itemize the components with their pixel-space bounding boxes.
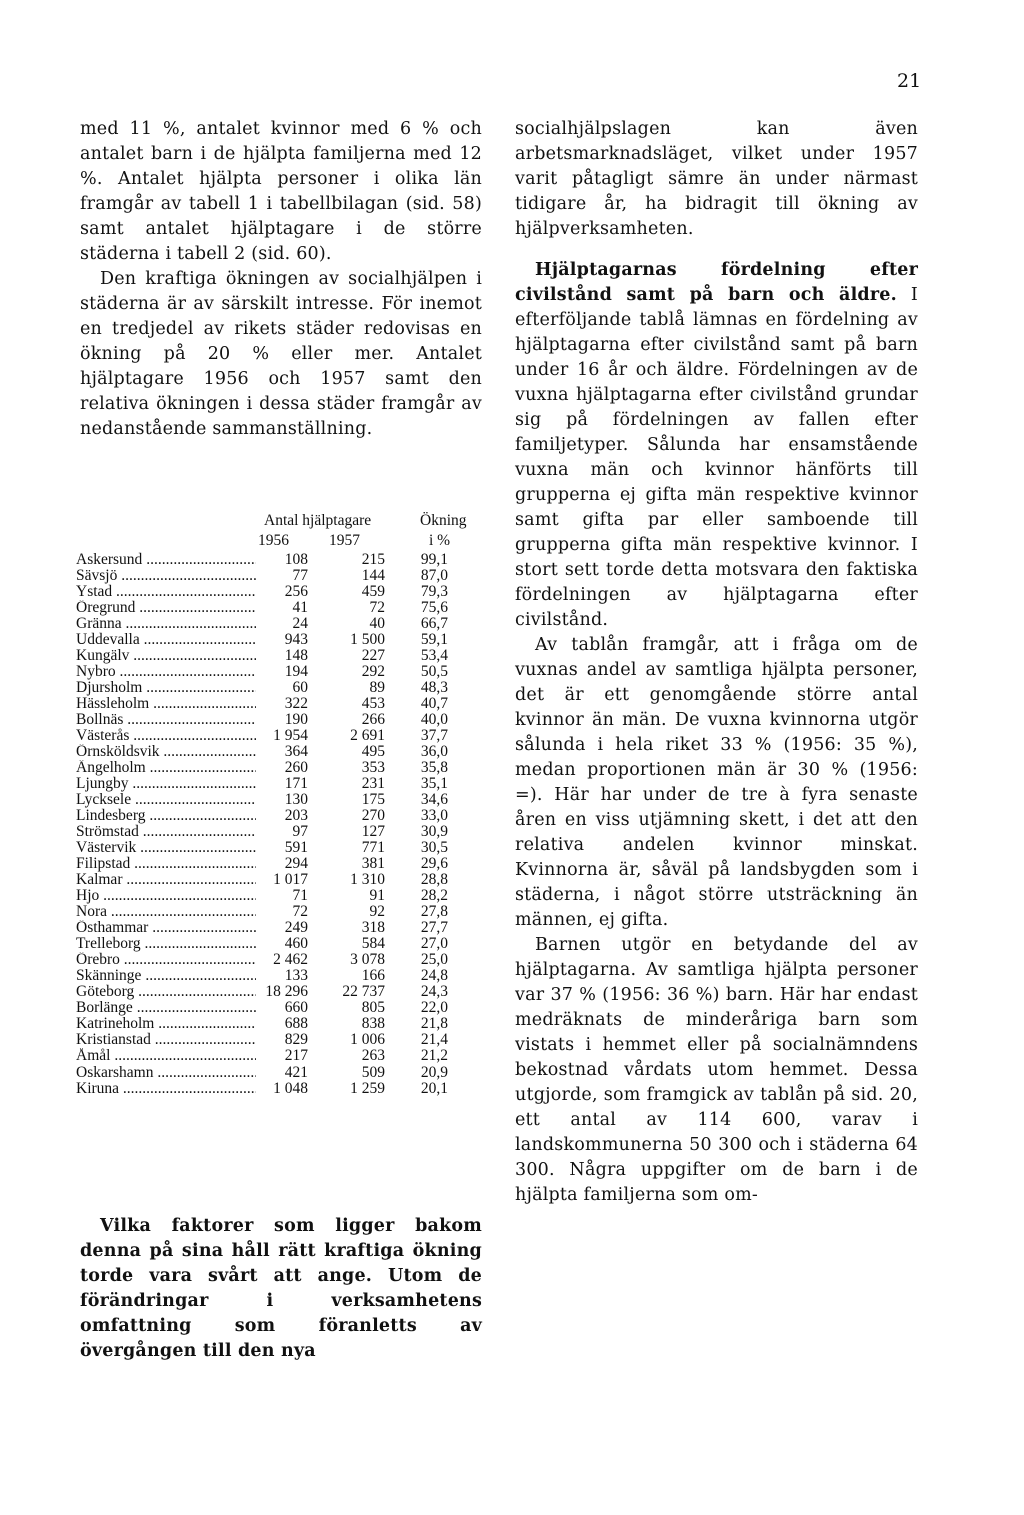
city-name: Filipstad ..... xyxy=(76,856,266,872)
city-name: Hjo ..... xyxy=(76,888,266,904)
value-1956: 256 xyxy=(256,584,308,600)
increase-percent: 24,3 xyxy=(400,984,448,1000)
value-1957: 1 259 xyxy=(337,1081,385,1097)
increase-percent: 20,1 xyxy=(400,1081,448,1097)
value-1957: 771 xyxy=(337,840,385,856)
value-1956: 217 xyxy=(256,1048,308,1064)
value-1956: 1 048 xyxy=(256,1081,308,1097)
table-row xyxy=(76,552,484,568)
table-row xyxy=(76,776,484,792)
table-row xyxy=(76,616,484,632)
value-1956: 421 xyxy=(256,1065,308,1081)
increase-percent: 34,6 xyxy=(400,792,448,808)
value-1956: 171 xyxy=(256,776,308,792)
value-1957: 1 310 xyxy=(337,872,385,888)
value-1957: 231 xyxy=(337,776,385,792)
increase-percent: 35,8 xyxy=(400,760,448,776)
increase-percent: 33,0 xyxy=(400,808,448,824)
header-antal: Antal hjälptagare xyxy=(264,512,372,529)
city-name: Borlänge ..... xyxy=(76,1000,266,1016)
value-1956: 60 xyxy=(256,680,308,696)
increase-percent: 59,1 xyxy=(400,632,448,648)
value-1957: 166 xyxy=(337,968,385,984)
increase-percent: 75,6 xyxy=(400,600,448,616)
city-name: Östhammar ..... xyxy=(76,920,266,936)
paragraph: Vilka faktorer som ligger bakom denna på sina håll rätt kraftiga ökning torde vara svårt att ange. Utom de förändringar i verksamhetens omfattning som föranletts av övergången till den nya xyxy=(80,1216,482,1361)
city-name: Ljungby ..... xyxy=(76,776,266,792)
city-name: Hässleholm ..... xyxy=(76,696,266,712)
city-name: Lindesberg ..... xyxy=(76,808,266,824)
value-1957: 215 xyxy=(337,552,385,568)
table-row xyxy=(76,648,484,664)
table-row xyxy=(76,600,484,616)
table-header xyxy=(76,512,484,552)
value-1957: 381 xyxy=(337,856,385,872)
left-column-bottom xyxy=(80,1214,482,1364)
city-name: Nora ..... xyxy=(76,904,266,920)
table-row xyxy=(76,1032,484,1048)
value-1956: 130 xyxy=(256,792,308,808)
paragraph: med 11 %, antalet kvinnor med 6 % och antalet barn i de hjälpta familjerna med 12 %. Antalet hjälpta personer i olika län framgår av tabell 1 i tabellbilagan (sid. 58) samt antalet hjälptagare i de större städerna i tabell 2 (sid. 60). xyxy=(80,119,482,264)
table-row xyxy=(76,856,484,872)
table-row xyxy=(76,568,484,584)
value-1957: 266 xyxy=(337,712,385,728)
city-increase-table xyxy=(76,512,484,1097)
value-1957: 175 xyxy=(337,792,385,808)
paragraph-civilstand xyxy=(515,258,918,633)
increase-percent: 36,0 xyxy=(400,744,448,760)
city-name: Djursholm ..... xyxy=(76,680,266,696)
city-name: Gränna ..... xyxy=(76,616,266,632)
table-row xyxy=(76,584,484,600)
value-1957: 127 xyxy=(337,824,385,840)
city-name: Göteborg ..... xyxy=(76,984,266,1000)
increase-percent: 27,8 xyxy=(400,904,448,920)
city-name: Lycksele ..... xyxy=(76,792,266,808)
table-row xyxy=(76,632,484,648)
table-row xyxy=(76,744,484,760)
increase-percent: 30,9 xyxy=(400,824,448,840)
value-1957: 584 xyxy=(337,936,385,952)
city-name: Sävsjö ..... xyxy=(76,568,266,584)
value-1956: 249 xyxy=(256,920,308,936)
value-1957: 227 xyxy=(337,648,385,664)
value-1957: 144 xyxy=(337,568,385,584)
table-row xyxy=(76,1065,484,1081)
city-name: Bollnäs ..... xyxy=(76,712,266,728)
paragraph-body: I efterföljande tablå lämnas en fördelning av hjälptagarna efter civilstånd samt på barn under 16 år och äldre. Fördelningen av de vuxna hjälptagarna efter civilstånd grundar sig på fördelningen av fallen efter familjetyper. Sålunda har ensamstående vuxna män och kvinnor hänförts till grupperna ej gifta män respektive kvinnor samt gifta par eller samboende till grupperna gifta män respektive kvinnor. I stort sett torde detta motsvara den faktiska fördelningen av hjälptagarna efter civilstånd. xyxy=(515,285,918,630)
table-row xyxy=(76,936,484,952)
page-number: 21 xyxy=(897,70,922,92)
increase-percent: 27,7 xyxy=(400,920,448,936)
increase-percent: 40,0 xyxy=(400,712,448,728)
paragraph: Barnen utgör en betydande del av hjälptagarna. Av samtliga hjälpta personer var 37 % (1956: 36 %) barn. Här har endast medräknats de minderåriga barn som vistats i hemmet eller på socialnämndens bekostnad vårdats utom hemmet. Dessa utgjorde, som framgick av tablån på sid. 20, ett antal av 114 600, varav i landskommunerna 50 300 och i städerna 64 300. Några uppgifter om de barn i de hjälpta familjerna som om- xyxy=(515,935,918,1205)
value-1956: 190 xyxy=(256,712,308,728)
table-row xyxy=(76,680,484,696)
value-1956: 41 xyxy=(256,600,308,616)
table-row xyxy=(76,968,484,984)
value-1957: 2 691 xyxy=(337,728,385,744)
increase-percent: 99,1 xyxy=(400,552,448,568)
table-row xyxy=(76,1000,484,1016)
value-1956: 77 xyxy=(256,568,308,584)
header-okning: Ökning xyxy=(420,512,467,529)
paragraph: Av tablån framgår, att i fråga om de vuxnas andel av samtliga hjälpta personer, det är ett genomgående större antal kvinnor än män. De vuxna kvinnorna utgör sålunda i hela riket 33 % (1956: 35 %), medan proportionen män är 30 % (1956: =). Här har under de tre à fyra senaste åren en viss utjämning skett, i det att den relativa andelen kvinnor minskat. Kvinnorna är, såväl på landsbygden som i städerna, i något större utsträckning än männen, ej gifta. xyxy=(515,635,918,930)
city-name: Kalmar ..... xyxy=(76,872,266,888)
value-1956: 71 xyxy=(256,888,308,904)
value-1957: 263 xyxy=(337,1048,385,1064)
value-1957: 805 xyxy=(337,1000,385,1016)
header-year-1956: 1956 xyxy=(258,532,289,549)
value-1957: 1 006 xyxy=(337,1032,385,1048)
table-row xyxy=(76,888,484,904)
increase-percent: 25,0 xyxy=(400,952,448,968)
header-year-1957: 1957 xyxy=(329,532,360,549)
value-1956: 829 xyxy=(256,1032,308,1048)
table-body xyxy=(76,552,484,1097)
value-1957: 318 xyxy=(337,920,385,936)
increase-percent: 35,1 xyxy=(400,776,448,792)
increase-percent: 40,7 xyxy=(400,696,448,712)
value-1956: 2 462 xyxy=(256,952,308,968)
paragraph: socialhjälpslagen kan även arbetsmarknadsläget, vilket under 1957 varit påtagligt sämre än under närmast tidigare år, ha bidragit till ökning av hjälpverksamheten. xyxy=(515,119,918,239)
city-name: Öregrund ..... xyxy=(76,600,266,616)
table-row xyxy=(76,904,484,920)
city-name: Nybro ..... xyxy=(76,664,266,680)
section-heading: Hjälptagarnas fördelning efter civilstånd samt på barn och äldre. xyxy=(515,260,918,305)
value-1957: 1 500 xyxy=(337,632,385,648)
increase-percent: 50,5 xyxy=(400,664,448,680)
table-row xyxy=(76,952,484,968)
table-row xyxy=(76,760,484,776)
paragraph: Den kraftiga ökningen av socialhjälpen i städerna är av särskilt intresse. För inemot en tredjedel av rikets städer redovisas en ökning på 20 % eller mer. Antalet hjälptagare 1956 och 1957 samt den relativa ökningen i dessa städer framgår av nedanstående sammanställning. xyxy=(80,269,482,439)
value-1956: 194 xyxy=(256,664,308,680)
value-1957: 353 xyxy=(337,760,385,776)
increase-percent: 28,2 xyxy=(400,888,448,904)
value-1957: 459 xyxy=(337,584,385,600)
table-row xyxy=(76,984,484,1000)
table-row xyxy=(76,920,484,936)
city-name: Örnsköldsvik ..... xyxy=(76,744,266,760)
value-1957: 89 xyxy=(337,680,385,696)
table-row xyxy=(76,840,484,856)
header-percent: i % xyxy=(429,532,451,549)
table-row xyxy=(76,872,484,888)
value-1956: 294 xyxy=(256,856,308,872)
increase-percent: 53,4 xyxy=(400,648,448,664)
table-row xyxy=(76,792,484,808)
city-name: Ystad ..... xyxy=(76,584,266,600)
value-1957: 453 xyxy=(337,696,385,712)
table-row xyxy=(76,696,484,712)
right-column xyxy=(515,117,918,1208)
table-row xyxy=(76,1048,484,1064)
value-1957: 509 xyxy=(337,1065,385,1081)
city-name: Katrineholm ..... xyxy=(76,1016,266,1032)
increase-percent: 21,2 xyxy=(400,1048,448,1064)
left-column-top xyxy=(80,117,482,442)
value-1956: 72 xyxy=(256,904,308,920)
city-name: Kiruna ..... xyxy=(76,1081,266,1097)
increase-percent: 27,0 xyxy=(400,936,448,952)
table-row xyxy=(76,712,484,728)
city-name: Kungälv ..... xyxy=(76,648,266,664)
city-name: Kristianstad ..... xyxy=(76,1032,266,1048)
value-1956: 108 xyxy=(256,552,308,568)
city-name: Västerås ..... xyxy=(76,728,266,744)
value-1956: 688 xyxy=(256,1016,308,1032)
value-1956: 591 xyxy=(256,840,308,856)
table-row xyxy=(76,664,484,680)
increase-percent: 87,0 xyxy=(400,568,448,584)
value-1956: 943 xyxy=(256,632,308,648)
value-1956: 260 xyxy=(256,760,308,776)
increase-percent: 79,3 xyxy=(400,584,448,600)
increase-percent: 24,8 xyxy=(400,968,448,984)
value-1956: 1 017 xyxy=(256,872,308,888)
value-1956: 322 xyxy=(256,696,308,712)
city-name: Trelleborg ..... xyxy=(76,936,266,952)
table-row xyxy=(76,728,484,744)
table-row xyxy=(76,824,484,840)
city-name: Askersund ..... xyxy=(76,552,266,568)
increase-percent: 37,7 xyxy=(400,728,448,744)
city-name: Oskarshamn ..... xyxy=(76,1065,266,1081)
increase-percent: 30,5 xyxy=(400,840,448,856)
value-1956: 460 xyxy=(256,936,308,952)
value-1957: 292 xyxy=(337,664,385,680)
value-1957: 838 xyxy=(337,1016,385,1032)
increase-percent: 28,8 xyxy=(400,872,448,888)
table-row xyxy=(76,1016,484,1032)
value-1956: 660 xyxy=(256,1000,308,1016)
value-1956: 1 954 xyxy=(256,728,308,744)
increase-percent: 21,4 xyxy=(400,1032,448,1048)
value-1956: 18 296 xyxy=(256,984,308,1000)
value-1956: 24 xyxy=(256,616,308,632)
value-1956: 97 xyxy=(256,824,308,840)
value-1957: 40 xyxy=(337,616,385,632)
city-name: Västervik ..... xyxy=(76,840,266,856)
increase-percent: 66,7 xyxy=(400,616,448,632)
table-row xyxy=(76,808,484,824)
value-1957: 495 xyxy=(337,744,385,760)
value-1956: 364 xyxy=(256,744,308,760)
value-1957: 22 737 xyxy=(337,984,385,1000)
value-1957: 3 078 xyxy=(337,952,385,968)
city-name: Uddevalla ..... xyxy=(76,632,266,648)
value-1956: 203 xyxy=(256,808,308,824)
value-1957: 92 xyxy=(337,904,385,920)
increase-percent: 48,3 xyxy=(400,680,448,696)
city-name: Åmål ..... xyxy=(76,1048,266,1064)
city-name: Ängelholm ..... xyxy=(76,760,266,776)
city-name: Örebro ..... xyxy=(76,952,266,968)
city-name: Skänninge ..... xyxy=(76,968,266,984)
value-1956: 133 xyxy=(256,968,308,984)
value-1957: 91 xyxy=(337,888,385,904)
value-1957: 270 xyxy=(337,808,385,824)
value-1957: 72 xyxy=(337,600,385,616)
table-row xyxy=(76,1081,484,1097)
value-1956: 148 xyxy=(256,648,308,664)
increase-percent: 20,9 xyxy=(400,1065,448,1081)
city-name: Strömstad ..... xyxy=(76,824,266,840)
increase-percent: 21,8 xyxy=(400,1016,448,1032)
increase-percent: 29,6 xyxy=(400,856,448,872)
increase-percent: 22,0 xyxy=(400,1000,448,1016)
